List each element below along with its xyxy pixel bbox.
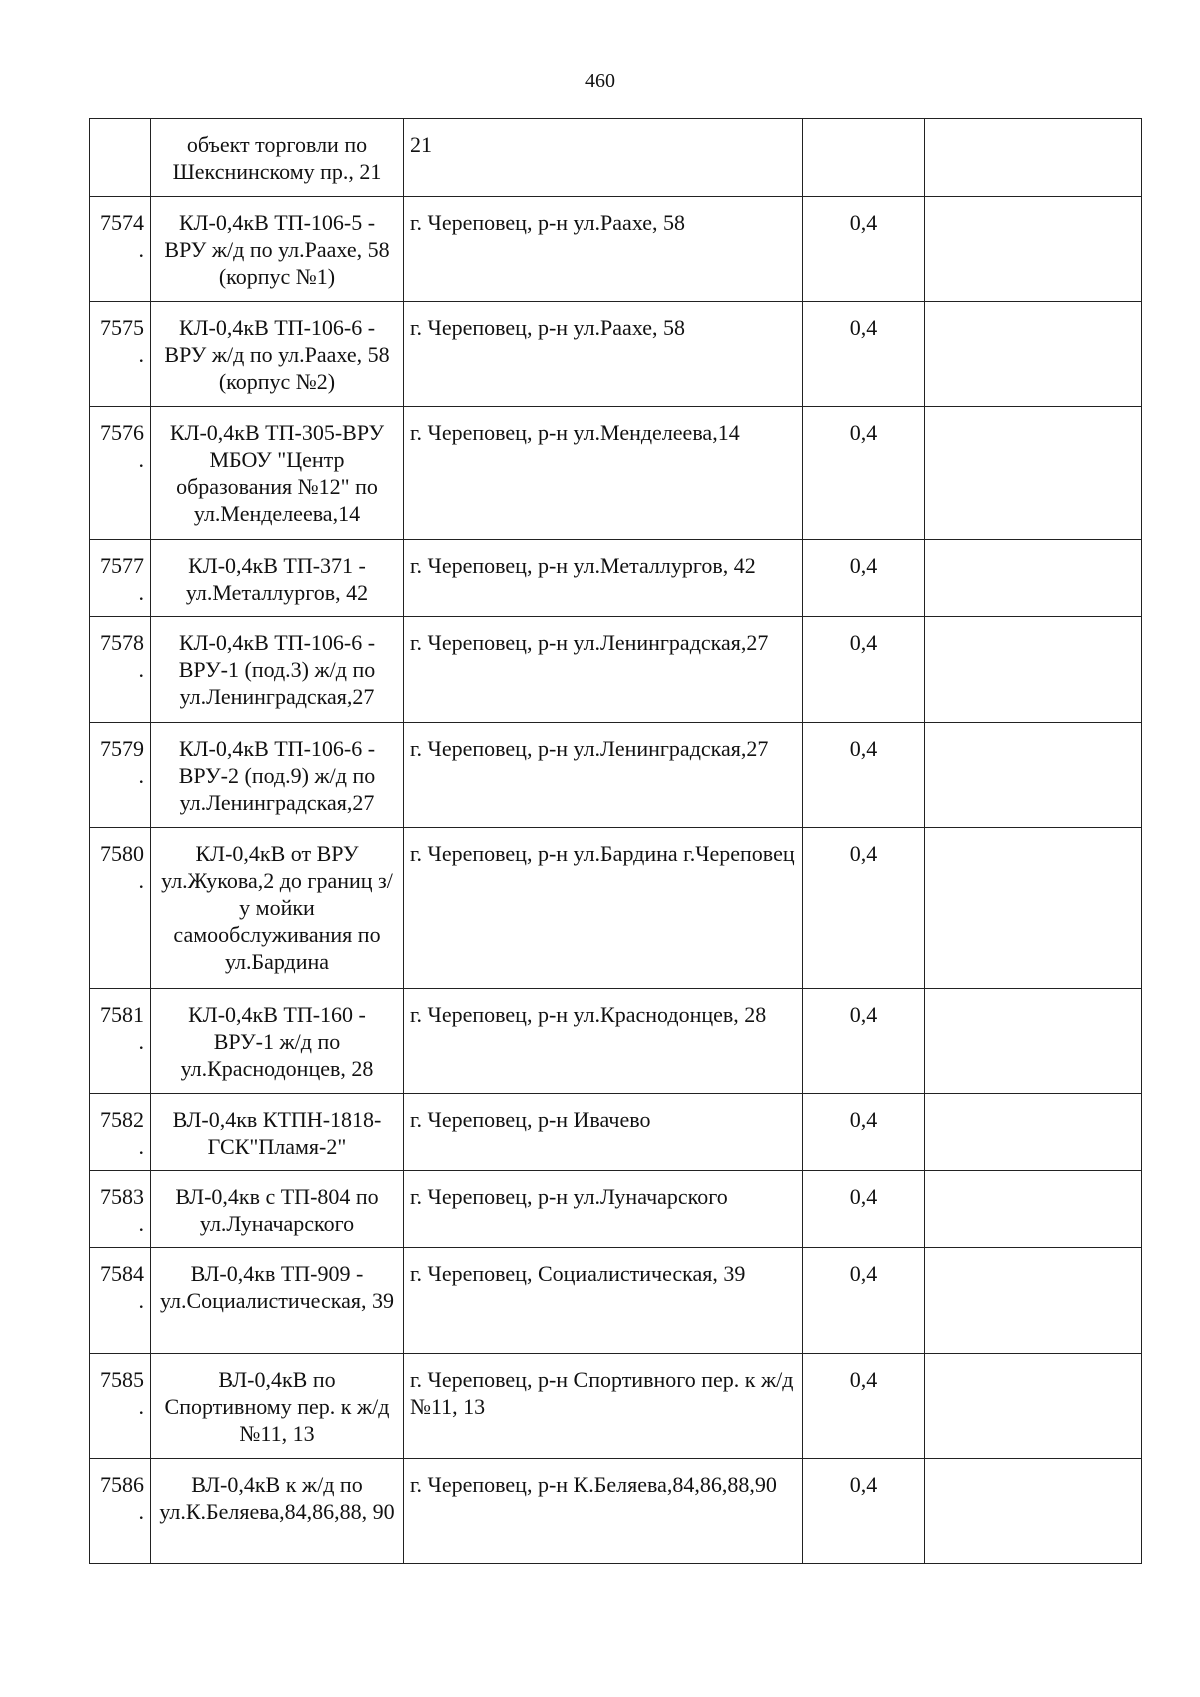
table-row (90, 1459, 1142, 1564)
object-name: КЛ-0,4кВ ТП-305-ВРУ МБОУ "Центр образования №12" по ул.Менделеева,14 (151, 407, 404, 540)
table-row (90, 828, 1142, 989)
table-row (90, 119, 1142, 197)
object-name: ВЛ-0,4кв с ТП-804 по ул.Луначарского (151, 1171, 404, 1248)
object-name: КЛ-0,4кВ ТП-160 - ВРУ-1 ж/д по ул.Краснодонцев, 28 (151, 989, 404, 1094)
object-name: КЛ-0,4кВ ТП-106-6 - ВРУ-1 (под.3) ж/д по ул.Ленинградская,27 (151, 617, 404, 723)
row-number: 7584. (90, 1248, 151, 1354)
object-address: г. Череповец, р-н ул.Раахе, 58 (404, 302, 803, 407)
extra-cell (925, 828, 1142, 989)
row-number: 7585. (90, 1354, 151, 1459)
object-address: г. Череповец, р-н ул.Металлургов, 42 (404, 540, 803, 617)
voltage-value: 0,4 (803, 407, 925, 540)
voltage-value: 0,4 (803, 1094, 925, 1171)
extra-cell (925, 617, 1142, 723)
object-name: ВЛ-0,4кв ТП-909 - ул.Социалистическая, 39 (151, 1248, 404, 1354)
table-row (90, 989, 1142, 1094)
row-number: 7574. (90, 197, 151, 302)
table-row (90, 407, 1142, 540)
row-number: 7581. (90, 989, 151, 1094)
object-name: КЛ-0,4кВ ТП-106-6 - ВРУ ж/д по ул.Раахе, 58 (корпус №2) (151, 302, 404, 407)
object-address: г. Череповец, р-н Ивачево (404, 1094, 803, 1171)
object-name: КЛ-0,4кВ ТП-371 - ул.Металлургов, 42 (151, 540, 404, 617)
object-address: г. Череповец, р-н ул.Раахе, 58 (404, 197, 803, 302)
row-number: 7580. (90, 828, 151, 989)
voltage-value: 0,4 (803, 828, 925, 989)
voltage-value: 0,4 (803, 1171, 925, 1248)
row-number: 7586. (90, 1459, 151, 1564)
object-address: г. Череповец, р-н К.Беляева,84,86,88,90 (404, 1459, 803, 1564)
row-number: 7578. (90, 617, 151, 723)
row-number: 7579. (90, 723, 151, 828)
extra-cell (925, 119, 1142, 197)
table-row (90, 302, 1142, 407)
object-address: 21 (404, 119, 803, 197)
extra-cell (925, 302, 1142, 407)
row-number: 7576. (90, 407, 151, 540)
voltage-value: 0,4 (803, 723, 925, 828)
table-row (90, 617, 1142, 723)
extra-cell (925, 1459, 1142, 1564)
extra-cell (925, 540, 1142, 617)
extra-cell (925, 723, 1142, 828)
object-address: г. Череповец, р-н ул.Луначарского (404, 1171, 803, 1248)
object-name: КЛ-0,4кВ ТП-106-5 - ВРУ ж/д по ул.Раахе, 58 (корпус №1) (151, 197, 404, 302)
table-row (90, 1248, 1142, 1354)
extra-cell (925, 1094, 1142, 1171)
voltage-value: 0,4 (803, 1459, 925, 1564)
voltage-value (803, 119, 925, 197)
object-address: г. Череповец, р-н ул.Менделеева,14 (404, 407, 803, 540)
object-name: ВЛ-0,4кв КТПН-1818-ГСК"Пламя-2" (151, 1094, 404, 1171)
voltage-value: 0,4 (803, 617, 925, 723)
voltage-value: 0,4 (803, 302, 925, 407)
table-row (90, 1354, 1142, 1459)
object-address: г. Череповец, р-н ул.Ленинградская,27 (404, 617, 803, 723)
object-address: г. Череповец, р-н ул.Краснодонцев, 28 (404, 989, 803, 1094)
table-row (90, 540, 1142, 617)
extra-cell (925, 989, 1142, 1094)
page-number: 460 (585, 70, 615, 92)
row-number: 7582. (90, 1094, 151, 1171)
table-row (90, 1094, 1142, 1171)
object-address: г. Череповец, р-н ул.Ленинградская,27 (404, 723, 803, 828)
extra-cell (925, 1354, 1142, 1459)
table-row (90, 1171, 1142, 1248)
object-name: объект торговли по Шекснинскому пр., 21 (151, 119, 404, 197)
voltage-value: 0,4 (803, 197, 925, 302)
row-number: 7577. (90, 540, 151, 617)
voltage-value: 0,4 (803, 540, 925, 617)
table-row (90, 197, 1142, 302)
extra-cell (925, 407, 1142, 540)
row-number: 7575. (90, 302, 151, 407)
object-name: КЛ-0,4кВ от ВРУ ул.Жукова,2 до границ з/у мойки самообслуживания по ул.Бардина (151, 828, 404, 989)
object-name: ВЛ-0,4кВ по Спортивному пер. к ж/д №11, 13 (151, 1354, 404, 1459)
register-table (89, 118, 1142, 1564)
table-row (90, 723, 1142, 828)
extra-cell (925, 1171, 1142, 1248)
object-name: КЛ-0,4кВ ТП-106-6 - ВРУ-2 (под.9) ж/д по ул.Ленинградская,27 (151, 723, 404, 828)
voltage-value: 0,4 (803, 1248, 925, 1354)
object-name: ВЛ-0,4кВ к ж/д по ул.К.Беляева,84,86,88, 90 (151, 1459, 404, 1564)
row-number: 7583. (90, 1171, 151, 1248)
extra-cell (925, 1248, 1142, 1354)
extra-cell (925, 197, 1142, 302)
voltage-value: 0,4 (803, 989, 925, 1094)
object-address: г. Череповец, Социалистическая, 39 (404, 1248, 803, 1354)
object-address: г. Череповец, р-н Спортивного пер. к ж/д №11, 13 (404, 1354, 803, 1459)
voltage-value: 0,4 (803, 1354, 925, 1459)
object-address: г. Череповец, р-н ул.Бардина г.Череповец (404, 828, 803, 989)
row-number (90, 119, 151, 197)
